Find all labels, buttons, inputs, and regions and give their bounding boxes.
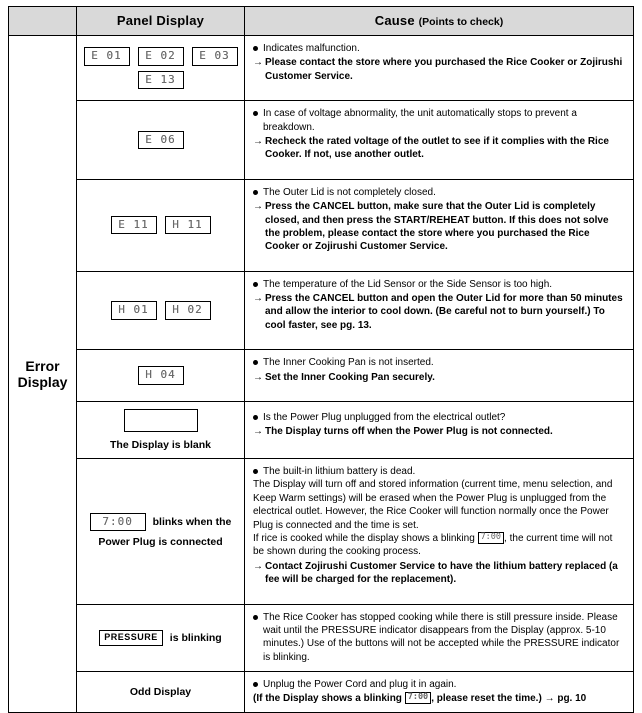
header-blank-cell (9, 7, 77, 36)
header-cause (245, 7, 634, 36)
lcd-code: E 06 (138, 131, 184, 150)
header-panel-display: Panel Display (77, 7, 245, 36)
cause-action: → Recheck the rated voltage of the outlet to see if it complies with the Rice Cooker. If not, use another outlet. (253, 135, 625, 162)
lcd-row (81, 301, 240, 320)
cause-cell (245, 101, 634, 180)
table-row (9, 36, 634, 101)
cause-action: → Please contact the store where you purchased the Rice Cooker or Zojirushi Customer Service. (253, 56, 625, 83)
lcd-row (81, 131, 240, 150)
cause-action: → The Display turns off when the Power Plug is not connected. (253, 425, 625, 438)
lcd-row (81, 216, 240, 235)
cause-cell (245, 271, 634, 350)
error-display-label (9, 36, 77, 713)
cause-bullet: Indicates malfunction. (253, 42, 625, 55)
table-row (9, 101, 634, 180)
panel-label: Odd Display (129, 686, 192, 698)
cause-detail-part-b: , the current time will not be shown during the cooking process. (253, 532, 613, 558)
lcd-row (81, 71, 240, 90)
table-row (9, 350, 634, 402)
cause-bullet: The temperature of the Lid Sensor or the Side Sensor is too high. (253, 278, 625, 291)
table-row (9, 604, 634, 672)
cause-bullet: The Inner Cooking Pan is not inserted. (253, 356, 625, 369)
cause-cell (245, 350, 634, 402)
cause-note-part-a: (If the Display shows a blinking (253, 692, 402, 704)
panel-label-below: Power Plug is connected (98, 536, 223, 549)
cause-action: → Press the CANCEL button and open the Outer Lid for more than 50 minutes and allow the interior to cool down. (Be careful not to burn yourself.) To cool faster, see pg. 13. (253, 292, 625, 332)
cause-bullet: The Rice Cooker has stopped cooking while there is still pressure inside. Please wait until the PRESSURE indicator disappears from the Display (approx. 5-10 minutes.) Use of the buttons will not be accepted while the PRESSURE indicator is blinking. (253, 611, 625, 665)
header-cause-main: Cause (374, 13, 415, 28)
lcd-code: H 11 (165, 216, 211, 235)
header-cause-sub: (Points to check) (418, 16, 504, 28)
table-row (9, 459, 634, 605)
panel-cell (77, 459, 245, 605)
lcd-code: H 02 (165, 301, 211, 320)
panel-cell (77, 271, 245, 350)
panel-label: is blinking (169, 631, 222, 644)
lcd-clock-inline: 7:00 (405, 692, 431, 704)
table-row (9, 271, 634, 350)
cause-cell (245, 36, 634, 101)
cause-cell (245, 672, 634, 713)
cause-action: → Set the Inner Cooking Pan securely. (253, 371, 625, 384)
table-row (9, 179, 634, 271)
cause-detail-part-a: If rice is cooked while the display shows a blinking (253, 532, 475, 544)
lcd-code: E 13 (138, 71, 184, 90)
lcd-clock-inline: 7:00 (478, 532, 504, 544)
cause-bullet: Unplug the Power Cord and plug it in again. (253, 678, 625, 691)
lcd-code: E 02 (138, 47, 184, 66)
table-header (9, 7, 634, 36)
lcd-row (81, 409, 240, 451)
cause-cell (245, 459, 634, 605)
lcd-code: E 11 (111, 216, 157, 235)
table-row (9, 672, 634, 713)
cause-note-part-b: , please reset the time.) → pg. 10 (431, 692, 587, 704)
panel-cell (77, 179, 245, 271)
panel-cell (77, 350, 245, 402)
panel-label: The Display is blank (110, 439, 211, 452)
cause-cell (245, 179, 634, 271)
error-display-label-line1: Error (25, 357, 60, 374)
lcd-code: H 01 (111, 301, 157, 320)
lcd-blank (124, 409, 198, 432)
cause-bullet: In case of voltage abnormality, the unit automatically stops to prevent a breakdown. (253, 107, 625, 134)
panel-cell (77, 101, 245, 180)
lcd-row (81, 513, 240, 532)
lcd-clock-code: 7:00 (90, 513, 146, 532)
lcd-row (81, 630, 240, 645)
cause-action: → Press the CANCEL button, make sure that the Outer Lid is completely closed, and then press the START/REHEAT button. If this does not solve the problem, please contact the store where you purchased the Rice Cooker or Zojirushi Customer Service. (253, 200, 625, 254)
table-row (9, 402, 634, 459)
cause-cell (245, 402, 634, 459)
cause-detail: The Display will turn off and stored information (current time, menu selection, and Keep Warm settings) will be erased when the Power Plug is unplugged from the electrical outlet. However, the Rice Cooker will function normally once the Power Plug is connected and the time is set. (253, 479, 613, 531)
panel-cell (77, 36, 245, 101)
lcd-code: E 01 (84, 47, 130, 66)
cause-action: → Contact Zojirushi Customer Service to have the lithium battery replaced (a fee will be charged for the replacement). (253, 560, 625, 587)
cause-cell (245, 604, 634, 672)
cause-bullet: The built-in lithium battery is dead. (253, 465, 625, 478)
cause-detail-blink (253, 532, 625, 559)
panel-cell (77, 402, 245, 459)
cause-bullet: The Outer Lid is not completely closed. (253, 186, 625, 199)
table-body (9, 36, 634, 713)
lcd-code: E 03 (192, 47, 238, 66)
lcd-code: H 04 (138, 366, 184, 385)
cause-bullet: Is the Power Plug unplugged from the electrical outlet? (253, 411, 625, 424)
cause-note (253, 692, 625, 705)
error-display-table (8, 6, 634, 713)
error-display-label-line2: Display (17, 373, 68, 390)
pressure-indicator: PRESSURE (99, 630, 163, 645)
panel-cell (77, 672, 245, 713)
lcd-row (81, 366, 240, 385)
panel-label-inline: blinks when the (152, 516, 232, 529)
header-row (9, 7, 634, 36)
panel-cell (77, 604, 245, 672)
lcd-row (81, 47, 240, 66)
